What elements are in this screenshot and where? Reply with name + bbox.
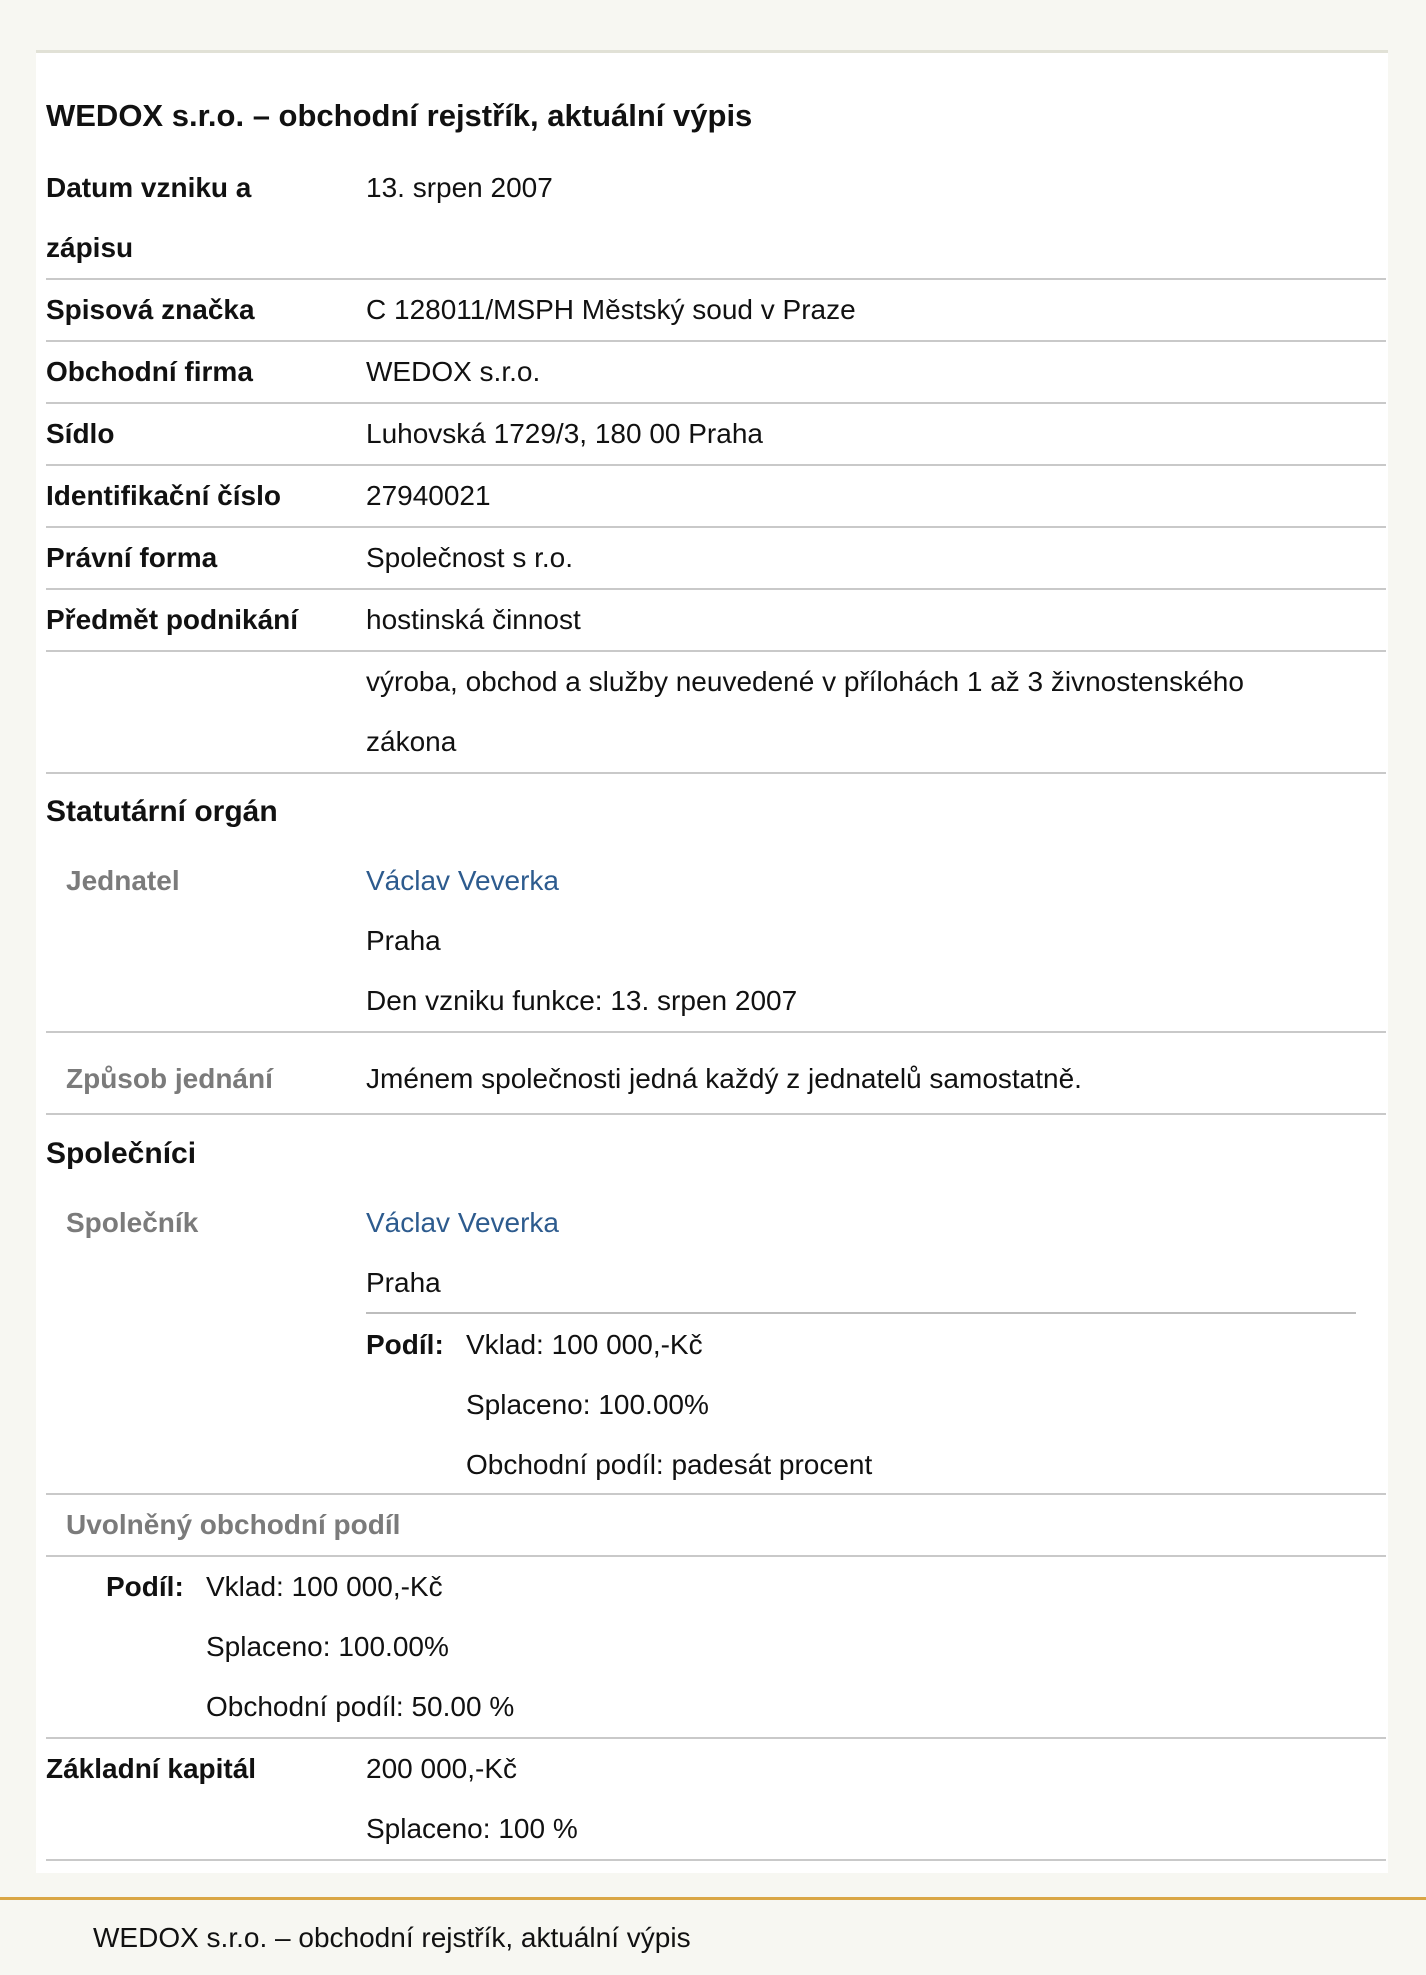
row-value: Splaceno: 100.00% xyxy=(466,1389,709,1420)
row-value: Jménem společnosti jedná každý z jednatelů samostatně. xyxy=(366,1063,1082,1094)
row-value: Splaceno: 100.00% xyxy=(206,1631,449,1662)
row-sidlo xyxy=(46,404,1386,466)
row-label: Způsob jednání xyxy=(66,1063,273,1094)
row-value: Praha xyxy=(366,925,441,956)
row-value: hostinská činnost xyxy=(366,604,581,635)
row-value: výroba, obchod a služby neuvedené v přílohách 1 až 3 živnostenského xyxy=(366,666,1244,697)
row-value: Vklad: 100 000,-Kč xyxy=(466,1329,703,1360)
row-value: 200 000,-Kč xyxy=(366,1753,517,1784)
row-value: Společnost s r.o. xyxy=(366,542,574,573)
footer xyxy=(0,1897,1426,1975)
row-jednatel xyxy=(46,851,1386,1033)
row-label: Identifikační číslo xyxy=(46,480,281,511)
row-label: Jednatel xyxy=(66,865,180,896)
row-spolecnik xyxy=(46,1193,1386,1495)
row-value: C 128011/MSPH Městský soud v Praze xyxy=(366,294,856,325)
row-label: Právní forma xyxy=(46,542,218,573)
row-zpusob-jednani xyxy=(46,1049,1386,1115)
row-label: Datum vzniku a xyxy=(46,172,252,203)
row-label: Společník xyxy=(66,1207,199,1238)
row-label: Předmět podnikání xyxy=(46,604,299,635)
row-value: 27940021 xyxy=(366,480,491,511)
podil-label: Podíl: xyxy=(106,1571,184,1602)
row-value: Praha xyxy=(366,1267,441,1298)
spolecnik-name-link[interactable]: Václav Veverka xyxy=(366,1207,559,1238)
row-value: Splaceno: 100 % xyxy=(366,1813,578,1844)
row-value: Den vzniku funkce: 13. srpen 2007 xyxy=(366,985,798,1016)
page-title: WEDOX s.r.o. – obchodní rejstřík, aktuální výpis xyxy=(46,98,753,133)
row-label: Obchodní firma xyxy=(46,356,253,387)
row-label: Základní kapitál xyxy=(46,1753,257,1784)
row-label: Spisová značka xyxy=(46,294,255,325)
row-label: Sídlo xyxy=(46,418,115,449)
row-value: WEDOX s.r.o. xyxy=(366,356,541,387)
footer-text: WEDOX s.r.o. – obchodní rejstřík, aktuální výpis xyxy=(93,1922,691,1953)
row-value: Obchodní podíl: 50.00 % xyxy=(206,1691,515,1722)
section-heading-statutarni: Statutární orgán xyxy=(46,795,278,828)
row-identifikacni-cislo xyxy=(46,466,1386,528)
document-page xyxy=(36,50,1388,1873)
row-datum-vzniku xyxy=(46,158,1386,280)
row-value: 13. srpen 2007 xyxy=(366,172,553,203)
divider xyxy=(366,1312,1356,1314)
row-spisova-znacka xyxy=(46,280,1386,342)
row-value: zákona xyxy=(366,726,457,757)
row-value: Obchodní podíl: padesát procent xyxy=(466,1449,873,1480)
podil-label: Podíl: xyxy=(366,1329,444,1360)
row-predmet-podnikani-2 xyxy=(46,652,1386,774)
section-heading-spolecnici: Společníci xyxy=(46,1137,197,1170)
row-obchodni-firma xyxy=(46,342,1386,404)
row-label: zápisu xyxy=(46,232,134,263)
row-label: Uvolněný obchodní podíl xyxy=(66,1509,401,1540)
row-zakladni-kapital xyxy=(46,1739,1386,1861)
row-value: Vklad: 100 000,-Kč xyxy=(206,1571,443,1602)
row-predmet-podnikani xyxy=(46,590,1386,652)
jednatel-name-link[interactable]: Václav Veverka xyxy=(366,865,559,896)
row-pravni-forma xyxy=(46,528,1386,590)
row-uvolneny-podil xyxy=(46,1557,1386,1739)
row-value: Luhovská 1729/3, 180 00 Praha xyxy=(366,418,763,449)
row-uvolneny-heading xyxy=(46,1495,1386,1557)
